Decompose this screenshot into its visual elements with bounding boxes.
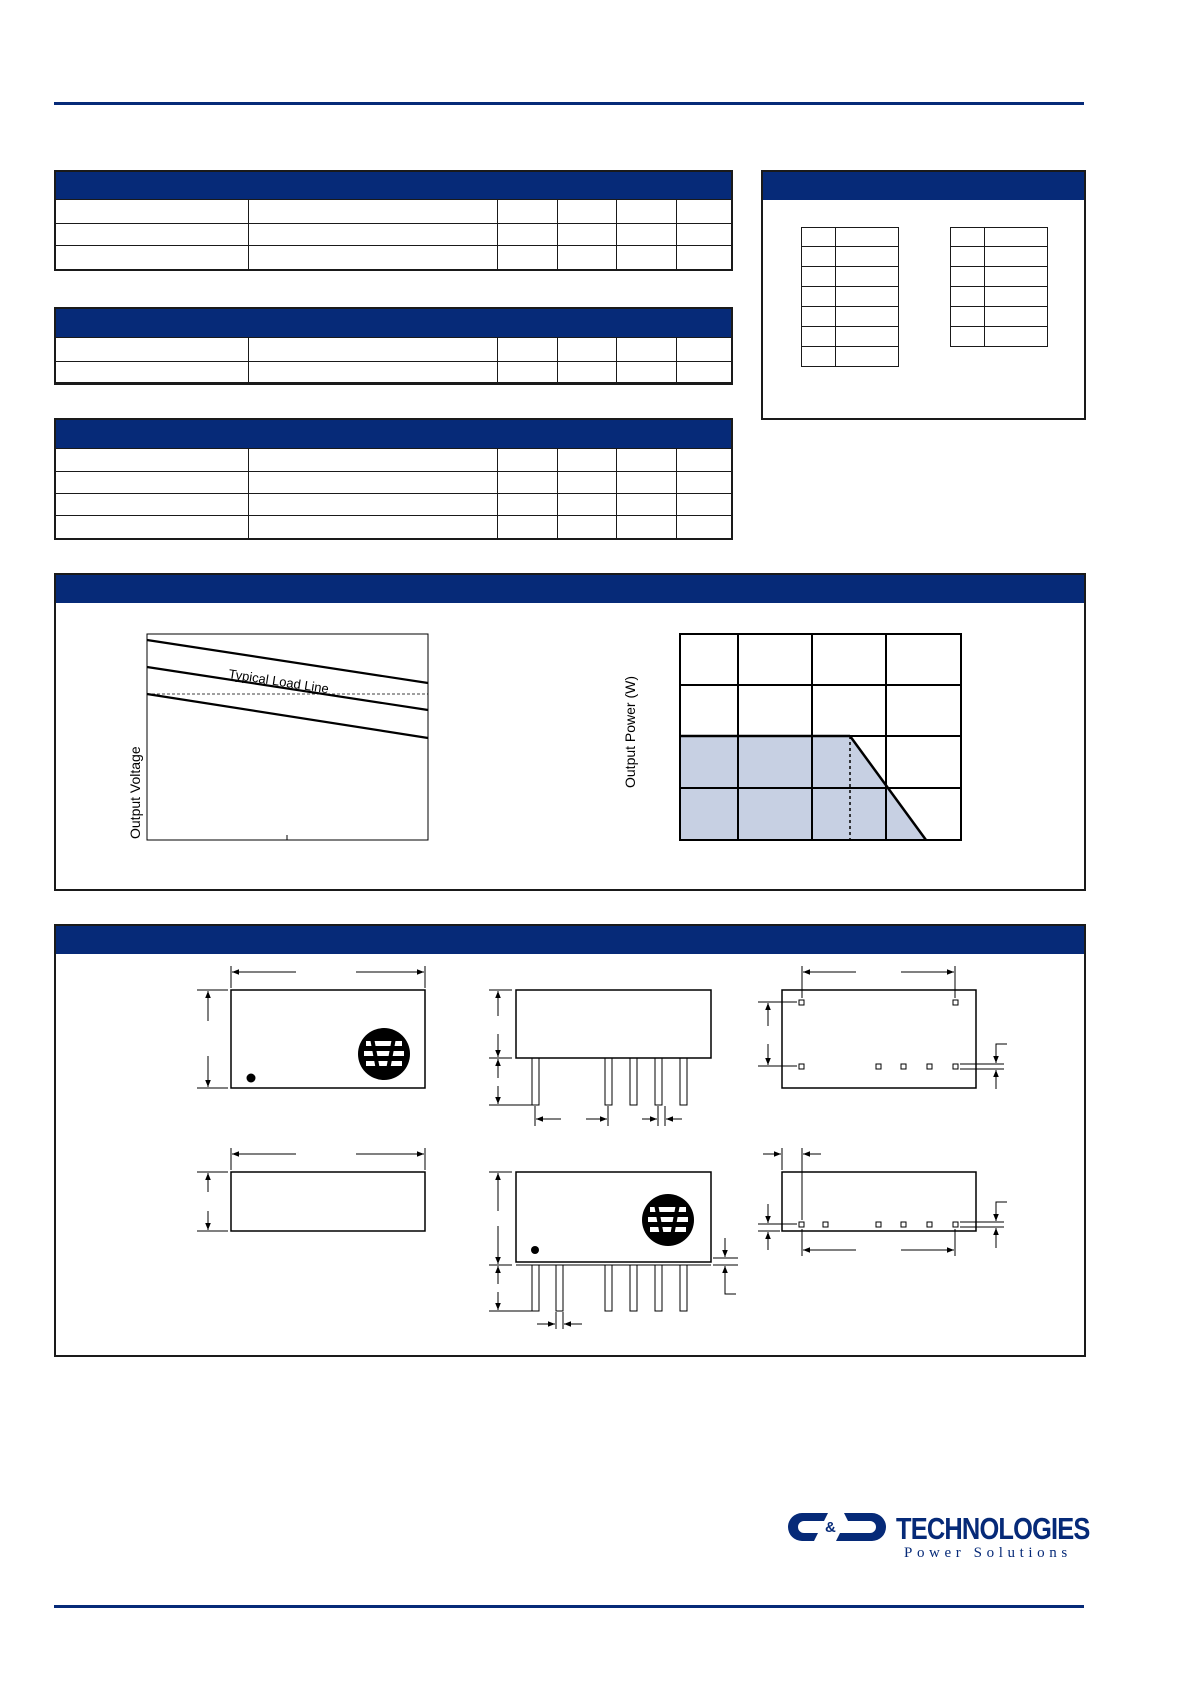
package-dimensions-panel <box>54 924 1086 1357</box>
pin-table-left <box>801 227 899 367</box>
single-row-pin-pads <box>799 1222 958 1227</box>
logo-tagline: Power Solutions <box>904 1545 1072 1561</box>
company-logo <box>788 1511 1090 1567</box>
spec-table-3-grid <box>54 448 733 539</box>
spec-table-1-grid <box>54 199 733 270</box>
spec-table-1-header <box>56 172 731 199</box>
front-view-pins <box>532 1058 687 1105</box>
spec-table-2 <box>54 307 733 384</box>
spec-table-1 <box>54 170 733 271</box>
front-view-body <box>516 990 711 1058</box>
load-line-annotation: Typical Load Line <box>227 666 330 697</box>
load-line-chart <box>127 634 428 840</box>
load-line-plot-frame <box>147 634 428 840</box>
spec-table-3-header <box>56 420 731 448</box>
spec-table-2-grid <box>54 337 733 385</box>
cd-logo-icon <box>642 1194 694 1246</box>
package-drawings-svg <box>56 926 1084 1355</box>
standoff-view-pins <box>532 1265 687 1311</box>
standoff-pin1-dot <box>531 1246 539 1254</box>
single-row-pad-dim-top <box>996 1202 1007 1221</box>
front-view-drawing <box>489 990 711 1126</box>
spec-table-3 <box>54 418 733 540</box>
bottom-view-body <box>782 990 976 1088</box>
logo-wordmark: TECHNOLOGIES <box>896 1511 1090 1546</box>
pin-table-right <box>950 227 1048 347</box>
bottom-view-single-row-drawing <box>758 1148 1007 1256</box>
charts-svg <box>56 575 1084 889</box>
bottom-rule <box>54 1605 1084 1608</box>
cd-logo-icon <box>358 1028 410 1080</box>
pin-connections-header <box>763 172 1084 200</box>
charts-panel <box>54 573 1086 891</box>
load-line-y-axis-label: Output Voltage <box>127 746 143 839</box>
side-view-drawing <box>197 1148 425 1231</box>
logo-ampersand: & <box>825 1519 836 1536</box>
top-rule <box>54 102 1084 105</box>
derating-y-axis-label: Output Power (W) <box>622 675 638 788</box>
bottom-view-drawing <box>758 966 1007 1089</box>
front-view-standoff-drawing <box>489 1172 738 1329</box>
standoff-gap-dim-bottom <box>725 1266 736 1294</box>
bottom-view-pad-dim-top <box>996 1044 1007 1063</box>
spec-table-2-header <box>56 309 731 337</box>
pin1-marker-dot <box>247 1074 256 1083</box>
pin-connections-panel <box>761 170 1086 420</box>
derating-chart <box>622 634 961 840</box>
side-view-body <box>231 1172 425 1231</box>
bottom-view-pin-pads <box>799 1000 958 1069</box>
cd-logo-mark <box>788 1511 898 1543</box>
load-line-lower-limit <box>147 694 428 738</box>
top-view-drawing <box>197 966 425 1088</box>
